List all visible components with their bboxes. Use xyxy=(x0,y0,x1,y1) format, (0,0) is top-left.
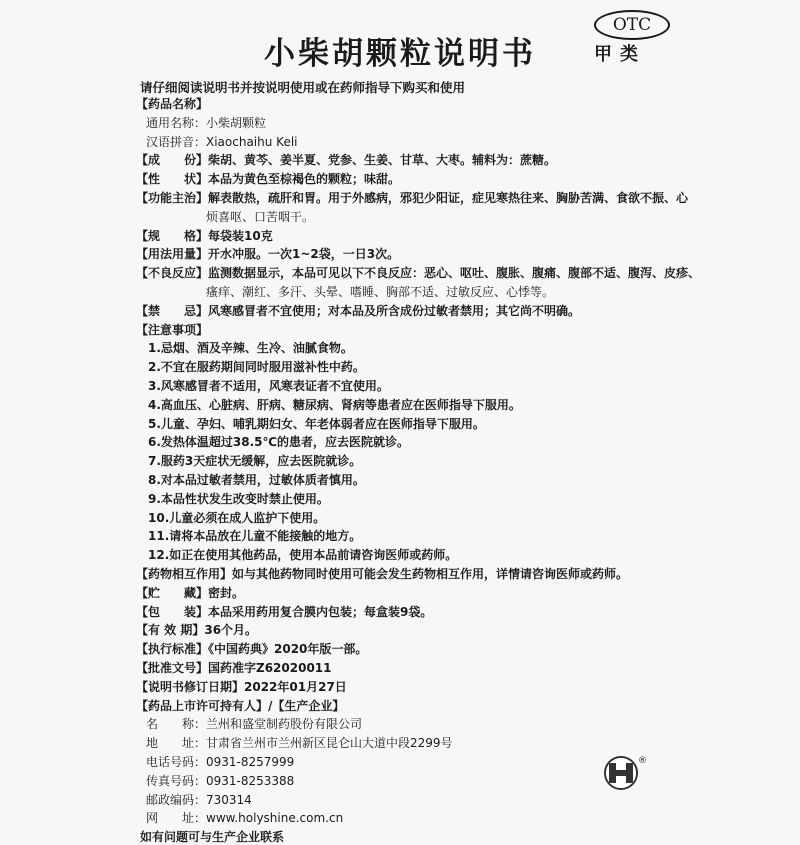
section-line: 【说明书修订日期】2022年01月27日 xyxy=(136,679,347,694)
precaution-item: 4.高血压、心脏病、肝病、糖尿病、肾病等患者应在医师指导下服用。 xyxy=(148,397,521,412)
precaution-item: 1.忌烟、酒及辛辣、生冷、油腻食物。 xyxy=(148,341,353,356)
reading-notice: 请仔细阅读说明书并按说明使用或在药师指导下购买和使用 xyxy=(140,80,466,95)
section-line: 【性 状】本品为黄色至棕褐色的颗粒；味甜。 xyxy=(136,172,401,187)
precaution-item: 2.不宜在服药期间同时服用滋补性中药。 xyxy=(148,360,365,375)
text-line: 通用名称：小柴胡颗粒 xyxy=(146,115,267,130)
text-line: 传真号码：0931-8253388 xyxy=(146,773,295,788)
precaution-item: 3.风寒感冒者不适用，风寒表证者不宜使用。 xyxy=(148,379,389,393)
page-title: 小柴胡颗粒说明书 xyxy=(264,36,536,72)
section-line: 【贮 藏】密封。 xyxy=(136,585,245,600)
section-line: 【批准文号】国药准字Z62020011 xyxy=(136,661,332,675)
category-label: 甲类 xyxy=(594,44,646,65)
section-line: 【功能主治】解表散热，疏肝和胃。用于外感病，邪犯少阳证，症见寒热往来、胸胁苦满、食欲不振、心 xyxy=(136,191,689,205)
precaution-item: 10.儿童必须在成人监护下使用。 xyxy=(148,510,326,525)
section-line: 【规 格】每袋装10克 xyxy=(136,228,273,243)
section-line: 【注意事项】 xyxy=(136,322,209,337)
precaution-item: 6.发热体温超过38.5℃的患者，应去医院就诊。 xyxy=(148,435,410,450)
precaution-item: 5.儿童、孕妇、哺乳期妇女、年老体弱者应在医师指导下服用。 xyxy=(148,416,485,431)
precaution-item: 12.如正在使用其他药品，使用本品前请咨询医师或药师。 xyxy=(148,548,458,563)
text-line: 汉语拼音：Xiaochaihu Keli xyxy=(146,134,298,149)
text-line: 邮政编码：730314 xyxy=(146,792,252,807)
precaution-item: 7.服药3天症状无缓解，应去医院就诊。 xyxy=(148,454,362,469)
section-line: 【不良反应】监测数据显示，本品可见以下不良反应：恶心、呕吐、腹胀、腹痛、腹部不适、腹泻、皮疹、 xyxy=(136,266,701,281)
text-line: 烦喜呕、口苦咽干。 xyxy=(206,209,315,224)
text-line: 电话号码：0931-8257999 xyxy=(146,755,295,769)
precaution-item: 9.本品性状发生改变时禁止使用。 xyxy=(148,491,329,506)
text-line: 如有问题可与生产企业联系 xyxy=(140,830,285,845)
otc-badge: OTC xyxy=(594,10,670,40)
text-line: 名 称：兰州和盛堂制药股份有限公司 xyxy=(146,717,363,732)
company-logo-icon xyxy=(604,756,638,790)
text-line: 瘙痒、潮红、多汗、头晕、嗜睡、胸部不适、过敏反应、心悸等。 xyxy=(206,285,555,299)
precaution-item: 8.对本品过敏者禁用，过敏体质者慎用。 xyxy=(148,473,365,487)
section-line: 【药品名称】 xyxy=(136,97,209,111)
section-line: 【有 效 期】36个月。 xyxy=(136,623,258,638)
section-line: 【包 装】本品采用药用复合膜内包装；每盒装9袋。 xyxy=(136,604,433,619)
section-line: 【执行标准】《中国药典》2020年版一部。 xyxy=(136,642,368,657)
text-line: 网 址：www.holyshine.com.cn xyxy=(146,811,344,826)
section-line: 【药品上市许可持有人】/【生产企业】 xyxy=(136,698,345,713)
registered-mark: ® xyxy=(638,756,647,766)
precaution-item: 11.请将本品放在儿童不能接触的地方。 xyxy=(148,529,362,544)
section-line: 【禁 忌】风寒感冒者不宜使用；对本品及所含成份过敏者禁用；其它尚不明确。 xyxy=(136,303,581,318)
text-line: 地 址：甘肃省兰州市兰州新区昆仑山大道中段2299号 xyxy=(146,736,453,751)
section-line: 【成 份】柴胡、黄芩、姜半夏、党参、生姜、甘草、大枣。辅料为：蔗糖。 xyxy=(136,153,557,168)
section-line: 【药物相互作用】如与其他药物同时使用可能会发生药物相互作用，详情请咨询医师或药师。 xyxy=(136,567,629,581)
section-line: 【用法用量】开水冲服。一次1~2袋，一日3次。 xyxy=(136,247,400,262)
